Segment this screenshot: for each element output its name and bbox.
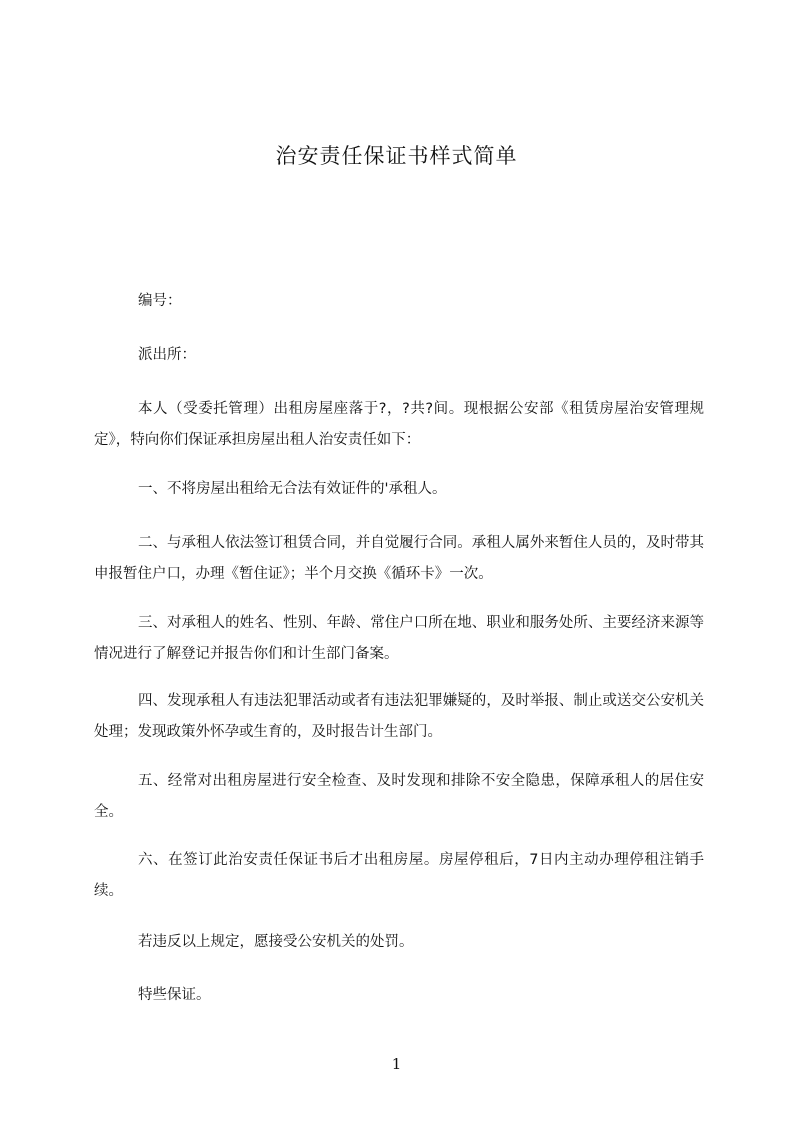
clause-3: 三、对承租人的姓名、性别、年龄、常住户口所在地、职业和服务处所、主要经济来源等情况进行了解登记并报告你们和计生部门备案。 bbox=[94, 615, 704, 662]
clause-4: 四、发现承租人有违法犯罪活动或者有违法犯罪嫌疑的，及时举报、制止或送交公安机关处理；发现政策外怀孕或生育的，及时报告计生部门。 bbox=[94, 693, 704, 740]
closing-statement: 特些保证。 bbox=[138, 987, 211, 1003]
penalty-clause: 若违反以上规定，愿接受公安机关的处罚。 bbox=[138, 934, 414, 950]
document-title: 治安责任保证书样式简单 bbox=[275, 144, 518, 168]
clause-5: 五、经常对出租房屋进行安全检查、及时发现和排除不安全隐患，保障承租人的居住安全。 bbox=[94, 773, 704, 820]
intro-paragraph: 本人（受委托管理）出租房屋座落于?，?共?间。现根据公安部《租赁房屋治安管理规定》，特向你们保证承担房屋出租人治安责任如下： bbox=[94, 401, 704, 448]
clause-2: 二、与承租人依法签订租赁合同，并自觉履行合同。承租人属外来暂住人员的，及时带其申报暂住户口，办理《暂住证》；半个月交换《循环卡》一次。 bbox=[94, 535, 704, 582]
clause-6: 六、在签订此治安责任保证书后才出租房屋。房屋停租后，7日内主动办理停租注销手续。 bbox=[94, 852, 704, 899]
clause-1: 一、不将房屋出租给无合法有效证件的'承租人。 bbox=[138, 481, 447, 497]
police-station-label: 派出所： bbox=[138, 347, 196, 363]
serial-number-label: 编号： bbox=[138, 293, 182, 309]
page-number: 1 bbox=[391, 1055, 402, 1073]
